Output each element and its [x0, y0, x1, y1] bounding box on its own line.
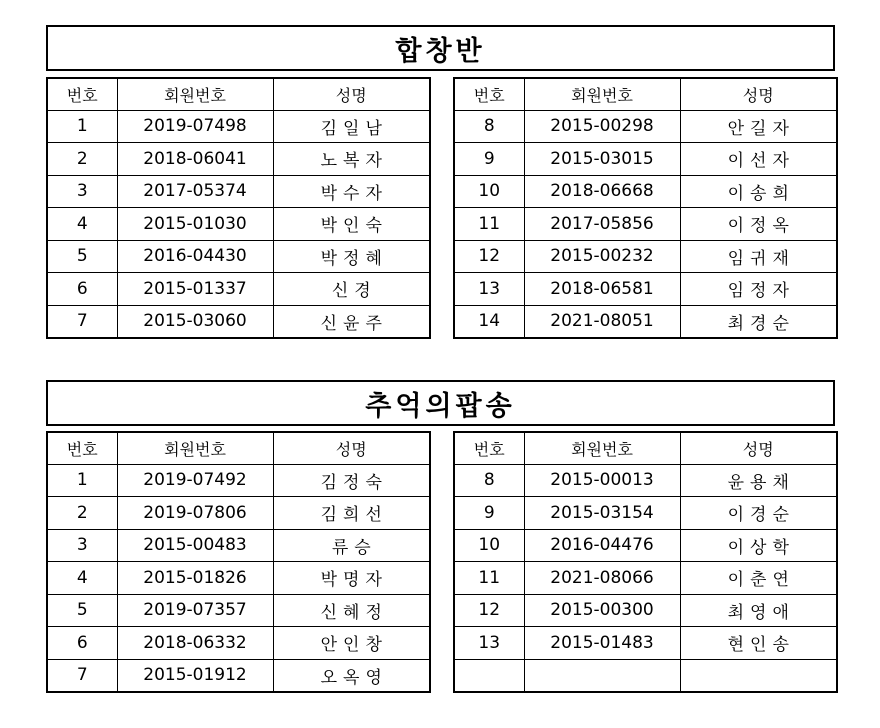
cell-number: 4 [47, 562, 117, 595]
table-row [454, 208, 837, 241]
cell-member-id: 2015-00232 [524, 240, 680, 273]
cell-name: 박수자 [273, 175, 430, 208]
col-header-name: 성명 [680, 78, 837, 110]
cell-member-id: 2016-04430 [117, 240, 273, 273]
cell-member-id: 2016-04476 [524, 529, 680, 562]
cell-member-id: 2018-06668 [524, 175, 680, 208]
cell-member-id: 2019-07806 [117, 497, 273, 530]
cell-member-id: 2018-06041 [117, 143, 273, 176]
cell-name: 박정혜 [273, 240, 430, 273]
cell-number: 5 [47, 240, 117, 273]
cell-name: 안길자 [680, 110, 837, 143]
cell-member-id: 2015-03154 [524, 497, 680, 530]
cell-name [680, 659, 837, 692]
col-header-member-id: 회원번호 [524, 78, 680, 110]
cell-number: 6 [47, 273, 117, 306]
header-row [454, 432, 837, 464]
cell-name: 이정옥 [680, 208, 837, 241]
table-row [454, 143, 837, 176]
cell-member-id: 2015-01030 [117, 208, 273, 241]
header-row [454, 78, 837, 110]
col-header-name: 성명 [273, 432, 430, 464]
cell-number: 4 [47, 208, 117, 241]
cell-name: 신경 [273, 273, 430, 306]
cell-number: 14 [454, 305, 524, 338]
cell-number: 7 [47, 305, 117, 338]
table-row [454, 659, 837, 692]
cell-member-id: 2021-08066 [524, 562, 680, 595]
table-row [454, 562, 837, 595]
col-header-no: 번호 [47, 78, 117, 110]
cell-number: 2 [47, 497, 117, 530]
table-row [47, 143, 430, 176]
cell-member-id: 2019-07492 [117, 464, 273, 497]
cell-number: 9 [454, 497, 524, 530]
cell-name: 최영애 [680, 594, 837, 627]
table-row [47, 240, 430, 273]
cell-number: 13 [454, 273, 524, 306]
table-row [47, 529, 430, 562]
cell-member-id: 2019-07498 [117, 110, 273, 143]
table-row [47, 497, 430, 530]
table-row [454, 529, 837, 562]
cell-name: 김정숙 [273, 464, 430, 497]
cell-number: 11 [454, 562, 524, 595]
cell-member-id: 2015-00483 [117, 529, 273, 562]
cell-member-id: 2018-06581 [524, 273, 680, 306]
cell-number: 10 [454, 175, 524, 208]
col-header-name: 성명 [680, 432, 837, 464]
roster-table-right [453, 431, 838, 693]
cell-number: 8 [454, 110, 524, 143]
cell-name: 박인숙 [273, 208, 430, 241]
col-header-member-id: 회원번호 [117, 432, 273, 464]
roster-table-left [46, 77, 431, 339]
cell-number: 3 [47, 529, 117, 562]
col-header-member-id: 회원번호 [524, 432, 680, 464]
cell-member-id: 2015-03015 [524, 143, 680, 176]
table-row [47, 594, 430, 627]
cell-member-id: 2015-03060 [117, 305, 273, 338]
col-header-no: 번호 [47, 432, 117, 464]
table-row [454, 273, 837, 306]
cell-member-id: 2015-00298 [524, 110, 680, 143]
table-row [47, 464, 430, 497]
cell-name: 이선자 [680, 143, 837, 176]
col-header-name: 성명 [273, 78, 430, 110]
cell-number: 2 [47, 143, 117, 176]
table-row [47, 627, 430, 660]
cell-number: 13 [454, 627, 524, 660]
cell-number: 10 [454, 529, 524, 562]
cell-number: 5 [47, 594, 117, 627]
cell-number: 9 [454, 143, 524, 176]
cell-name: 현인송 [680, 627, 837, 660]
cell-member-id: 2019-07357 [117, 594, 273, 627]
cell-member-id: 2015-00013 [524, 464, 680, 497]
table-row [47, 110, 430, 143]
cell-member-id: 2017-05374 [117, 175, 273, 208]
col-header-member-id: 회원번호 [117, 78, 273, 110]
table-row [47, 208, 430, 241]
cell-number: 3 [47, 175, 117, 208]
col-header-no: 번호 [454, 78, 524, 110]
cell-name: 오옥영 [273, 659, 430, 692]
cell-number: 12 [454, 240, 524, 273]
cell-number: 8 [454, 464, 524, 497]
cell-member-id: 2017-05856 [524, 208, 680, 241]
cell-number: 7 [47, 659, 117, 692]
cell-name: 박명자 [273, 562, 430, 595]
header-row [47, 432, 430, 464]
cell-name: 윤용채 [680, 464, 837, 497]
cell-name: 신혜정 [273, 594, 430, 627]
cell-name: 임정자 [680, 273, 837, 306]
table-row [454, 497, 837, 530]
cell-number: 1 [47, 464, 117, 497]
table-row [454, 175, 837, 208]
section-title: 추억의팝송 [46, 380, 835, 426]
cell-member-id: 2018-06332 [117, 627, 273, 660]
table-row [47, 562, 430, 595]
cell-name: 류승 [273, 529, 430, 562]
table-row [454, 240, 837, 273]
table-row [47, 175, 430, 208]
table-row [454, 464, 837, 497]
cell-member-id: 2015-01912 [117, 659, 273, 692]
cell-number: 6 [47, 627, 117, 660]
cell-name: 신윤주 [273, 305, 430, 338]
cell-member-id: 2015-01483 [524, 627, 680, 660]
cell-name: 이춘연 [680, 562, 837, 595]
table-row [454, 594, 837, 627]
cell-member-id: 2021-08051 [524, 305, 680, 338]
cell-name: 이송희 [680, 175, 837, 208]
cell-number: 12 [454, 594, 524, 627]
table-row [47, 305, 430, 338]
cell-name: 노복자 [273, 143, 430, 176]
cell-member-id: 2015-00300 [524, 594, 680, 627]
roster-table-right [453, 77, 838, 339]
table-row [454, 627, 837, 660]
cell-name: 김일남 [273, 110, 430, 143]
col-header-no: 번호 [454, 432, 524, 464]
table-row [47, 659, 430, 692]
cell-name: 임귀재 [680, 240, 837, 273]
cell-number [454, 659, 524, 692]
section-title: 합창반 [46, 25, 835, 71]
cell-member-id: 2015-01826 [117, 562, 273, 595]
header-row [47, 78, 430, 110]
table-row [454, 110, 837, 143]
table-row [47, 273, 430, 306]
cell-number: 1 [47, 110, 117, 143]
cell-number: 11 [454, 208, 524, 241]
cell-name: 김희선 [273, 497, 430, 530]
cell-member-id [524, 659, 680, 692]
roster-table-left [46, 431, 431, 693]
cell-name: 최경순 [680, 305, 837, 338]
table-row [454, 305, 837, 338]
cell-name: 이경순 [680, 497, 837, 530]
cell-member-id: 2015-01337 [117, 273, 273, 306]
cell-name: 안인창 [273, 627, 430, 660]
cell-name: 이상학 [680, 529, 837, 562]
